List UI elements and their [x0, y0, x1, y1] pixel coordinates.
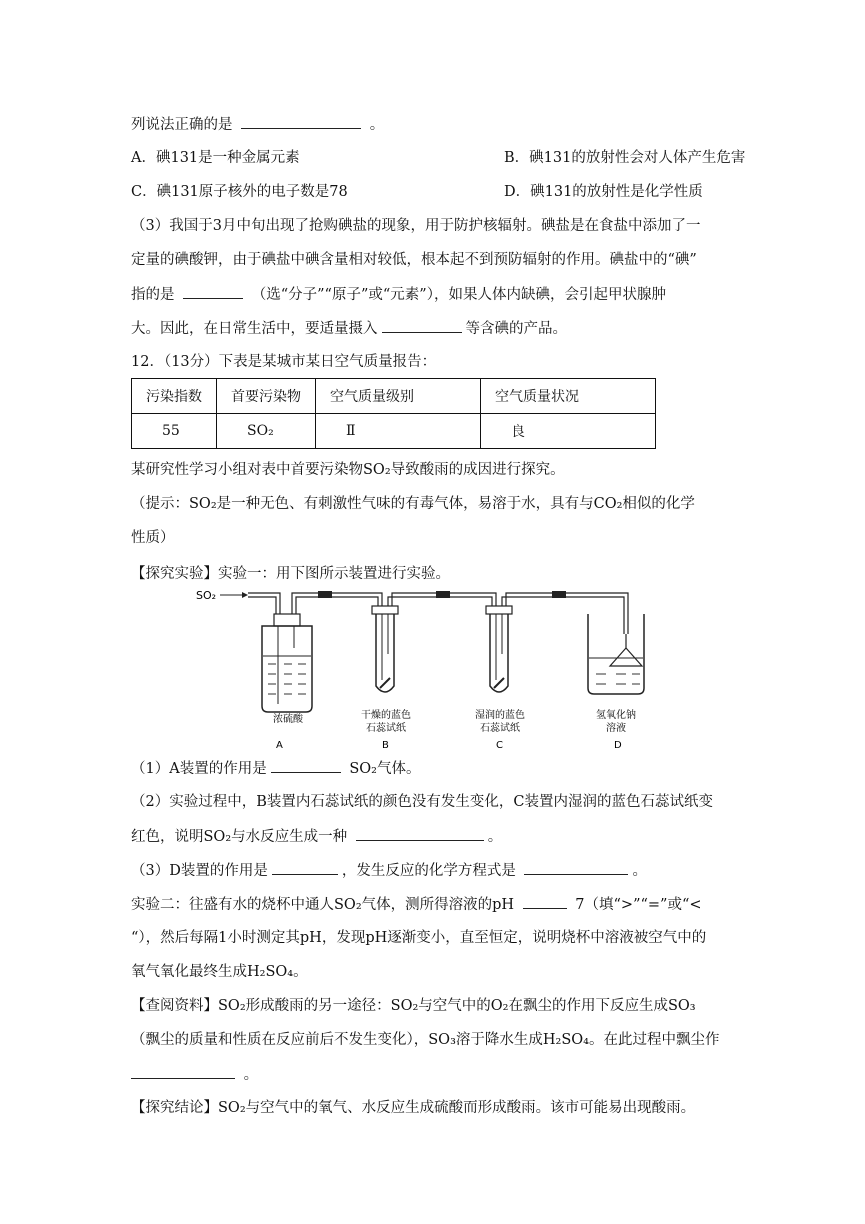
label-d: 氢氧化钠溶液	[596, 710, 636, 734]
q12-sub2-line1: （2）实验过程中，B装置内石蕊试纸的颜色没有发生变化，C装置内湿润的蓝色石蕊试纸变	[131, 794, 713, 810]
q12-hint-line2: 性质）	[131, 530, 175, 546]
q11-p3-line3: 指的是 （选“分子”“原子”或“元素”），如果人体内缺碘，会引起甲状腺肿	[131, 284, 666, 305]
ref-line3: 。	[131, 1064, 258, 1085]
table-header-cell: 污染指数	[132, 379, 217, 414]
table-cell: Ⅱ	[316, 414, 481, 449]
q12-study: 某研究性学习小组对表中首要污染物SO₂导致酸雨的成因进行探究。	[131, 462, 565, 478]
exp2-line3: 氧气氧化最终生成H₂SO₄。	[131, 964, 308, 980]
option-b: B．碘131的放射性会对人体产生危害	[504, 150, 746, 166]
funnel	[610, 648, 642, 666]
connector	[318, 591, 332, 598]
gas-label: SO₂	[196, 589, 217, 602]
pipe	[506, 593, 628, 634]
table-header-row	[132, 379, 656, 414]
table-header-cell: 空气质量状况	[481, 379, 656, 414]
option-a: A．碘131是一种金属元素	[131, 150, 300, 166]
table-cell: SO₂	[217, 414, 316, 449]
letter-a: A	[276, 740, 283, 751]
answer-blank[interactable]	[272, 860, 338, 875]
beaker-d	[588, 614, 644, 694]
q11-tail-line: 列说法正确的是 。	[131, 114, 384, 135]
q11-p3-line2: 定量的碘酸钾，由于碘盐中碘含量相对较低，根本起不到预防辐射的作用。碘盐中的“碘”	[131, 252, 697, 268]
q11-p3-line4: 大。因此，在日常生活中，要适量摄入 等含碘的产品。	[131, 318, 567, 339]
option-d: D．碘131的放射性是化学性质	[504, 184, 703, 200]
q11-option-row-2	[131, 182, 703, 202]
apparatus-figure	[196, 584, 652, 754]
connector	[436, 591, 450, 598]
pipe	[248, 593, 280, 614]
ref-line2: （飘尘的质量和性质在反应前后不发生变化），SO₃溶于降水生成H₂SO₄。在此过程中飘尘作	[131, 1032, 720, 1048]
q12-sub1: （1）A装置的作用是 SO₂气体。	[131, 758, 420, 779]
table-row	[132, 414, 656, 449]
answer-blank[interactable]	[524, 860, 628, 875]
q11-option-row-1	[131, 148, 746, 168]
answer-blank[interactable]	[241, 114, 361, 129]
label-a: 浓硫酸	[273, 714, 303, 725]
answer-blank[interactable]	[271, 758, 341, 773]
table-header-cell: 首要污染物	[217, 379, 316, 414]
label-c: 湿润的蓝色石蕊试纸	[475, 710, 525, 734]
letter-d: D	[614, 740, 622, 751]
exp2-line1: 实验二：往盛有水的烧杯中通人SO₂气体，测所得溶液的pH 7（填“>”“=”或“<	[131, 894, 702, 915]
air-quality-table	[131, 378, 656, 449]
answer-blank[interactable]	[356, 826, 484, 841]
q12-sub3: （3）D装置的作用是 ，发生反应的化学方程式是 。	[131, 860, 647, 881]
letter-c: C	[496, 740, 503, 751]
q12-exp-title: 【探究实验】实验一：用下图所示装置进行实验。	[131, 566, 450, 582]
exp2-line2: “），然后每隔1小时测定其pH，发现pH逐渐变小，直至恒定，说明烧杯中溶液被空气中的	[131, 930, 707, 946]
table-cell: 55	[132, 414, 217, 449]
ref-line1: 【查阅资料】SO₂形成酸雨的另一途径：SO₂与空气中的O₂在飘尘的作用下反应生成SO₃	[131, 998, 696, 1014]
answer-blank[interactable]	[523, 894, 567, 909]
q12-sub2-line2: 红色，说明SO₂与水反应生成一种 。	[131, 826, 502, 847]
q12-intro: 12．（13分）下表是某城市某日空气质量报告：	[131, 354, 437, 370]
table-cell: 良	[481, 414, 656, 449]
table-header-cell: 空气质量级别	[316, 379, 481, 414]
option-c: C．碘131原子核外的电子数是78	[131, 184, 348, 200]
answer-blank[interactable]	[131, 1064, 235, 1079]
pipe	[292, 593, 382, 614]
q12-hint-line1: （提示：SO₂是一种无色、有刺激性气味的有毒气体，易溶于水，具有与CO₂相似的化学	[131, 496, 695, 512]
tube-c	[490, 614, 508, 692]
letter-b: B	[382, 740, 389, 751]
answer-blank[interactable]	[183, 284, 243, 299]
q11-tail: 列说法正确的是	[131, 117, 233, 133]
connector	[552, 591, 566, 598]
label-b: 干燥的蓝色石蕊试纸	[361, 710, 411, 734]
conclusion: 【探究结论】SO₂与空气中的氧气、水反应生成硫酸而形成酸雨。该市可能易出现酸雨。	[131, 1100, 696, 1116]
bottle-a	[262, 626, 312, 712]
answer-blank[interactable]	[382, 318, 462, 333]
tube-b	[376, 614, 394, 692]
q11-p3-line1: （3）我国于3月中旬出现了抢购碘盐的现象，用于防护核辐射。碘盐是在食盐中添加了一	[131, 218, 701, 234]
